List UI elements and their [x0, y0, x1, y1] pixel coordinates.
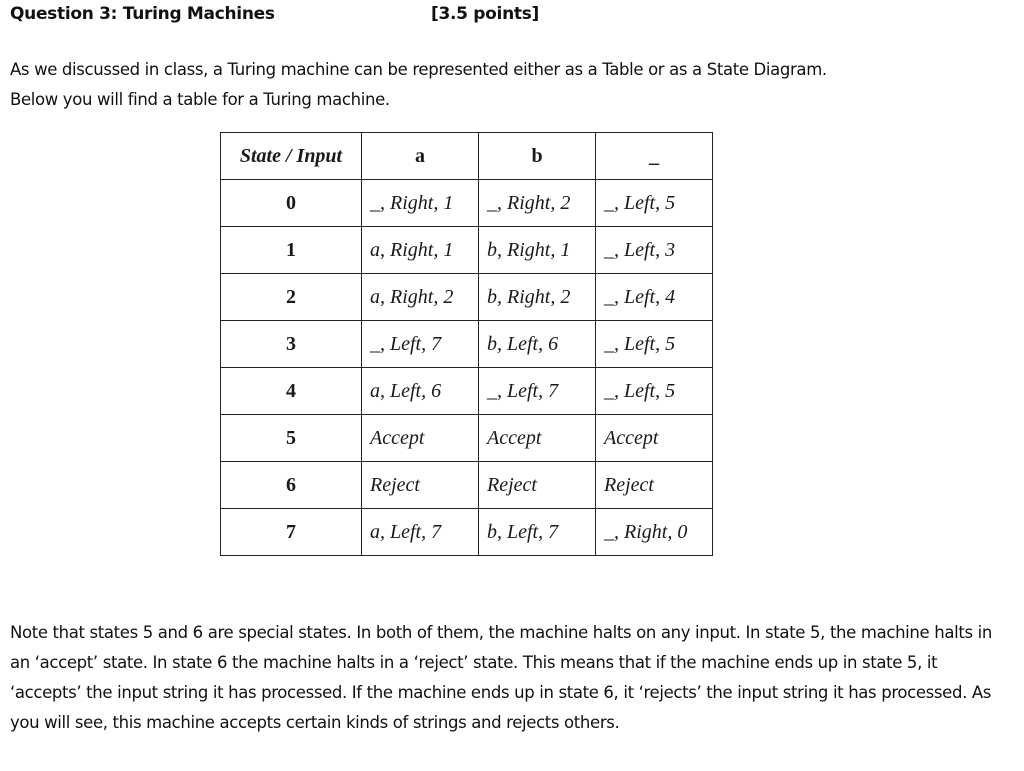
state-cell: 4 [221, 368, 362, 415]
corner-header: State / Input [221, 133, 362, 180]
transition-cell: a, Left, 6 [362, 368, 479, 415]
transition-cell: Accept [362, 415, 479, 462]
transition-cell: _, Left, 7 [479, 368, 596, 415]
transition-cell: Accept [479, 415, 596, 462]
column-header-a: a [362, 133, 479, 180]
transition-cell: _, Left, 3 [596, 227, 713, 274]
transition-cell: b, Left, 6 [479, 321, 596, 368]
state-cell: 1 [221, 227, 362, 274]
points-label: [3.5 points] [431, 4, 539, 24]
state-cell: 2 [221, 274, 362, 321]
table-row [221, 368, 713, 415]
transition-cell: Reject [362, 462, 479, 509]
transition-cell: Accept [596, 415, 713, 462]
transition-cell: _, Left, 5 [596, 321, 713, 368]
note-paragraph [10, 618, 1010, 738]
transition-cell: a, Right, 2 [362, 274, 479, 321]
turing-machine-table [220, 132, 713, 556]
transition-cell: _, Left, 7 [362, 321, 479, 368]
table-row [221, 462, 713, 509]
transition-cell: _, Right, 0 [596, 509, 713, 556]
column-header-b: b [479, 133, 596, 180]
table-row [221, 227, 713, 274]
table-row [221, 180, 713, 227]
transition-cell: a, Right, 1 [362, 227, 479, 274]
transition-cell: _, Left, 5 [596, 368, 713, 415]
table-header-row [221, 133, 713, 180]
state-cell: 3 [221, 321, 362, 368]
column-header-blank: _ [596, 133, 713, 180]
table-row [221, 415, 713, 462]
transition-cell: a, Left, 7 [362, 509, 479, 556]
transition-cell: _, Left, 4 [596, 274, 713, 321]
transition-cell: b, Right, 2 [479, 274, 596, 321]
intro-line: Below you will find a table for a Turing machine. [10, 90, 390, 109]
intro-paragraph [10, 55, 1010, 115]
transition-cell: b, Left, 7 [479, 509, 596, 556]
question-title: Question 3: Turing Machines [10, 4, 275, 24]
transition-cell: b, Right, 1 [479, 227, 596, 274]
state-cell: 6 [221, 462, 362, 509]
state-cell: 7 [221, 509, 362, 556]
transition-cell: _, Right, 2 [479, 180, 596, 227]
intro-line: As we discussed in class, a Turing machine can be represented either as a Table or as a State Diagram. [10, 60, 827, 79]
state-cell: 5 [221, 415, 362, 462]
transition-cell: _, Left, 5 [596, 180, 713, 227]
transition-cell: _, Right, 1 [362, 180, 479, 227]
table-row [221, 509, 713, 556]
state-cell: 0 [221, 180, 362, 227]
table-row [221, 321, 713, 368]
transition-cell: Reject [596, 462, 713, 509]
note-text: Note that states 5 and 6 are special states. In both of them, the machine halts on any input. In state 5, the machine halts in an ‘accept’ state. In state 6 the machine halts in a ‘reject’ state. This means that if the machine ends up in state 5, it ‘accepts’ the input string it has processed. If the machine ends up in state 6, it ‘rejects’ the input string it has processed. As you will see, this machine accepts certain kinds of strings and rejects others. [10, 623, 992, 732]
transition-cell: Reject [479, 462, 596, 509]
table-row [221, 274, 713, 321]
